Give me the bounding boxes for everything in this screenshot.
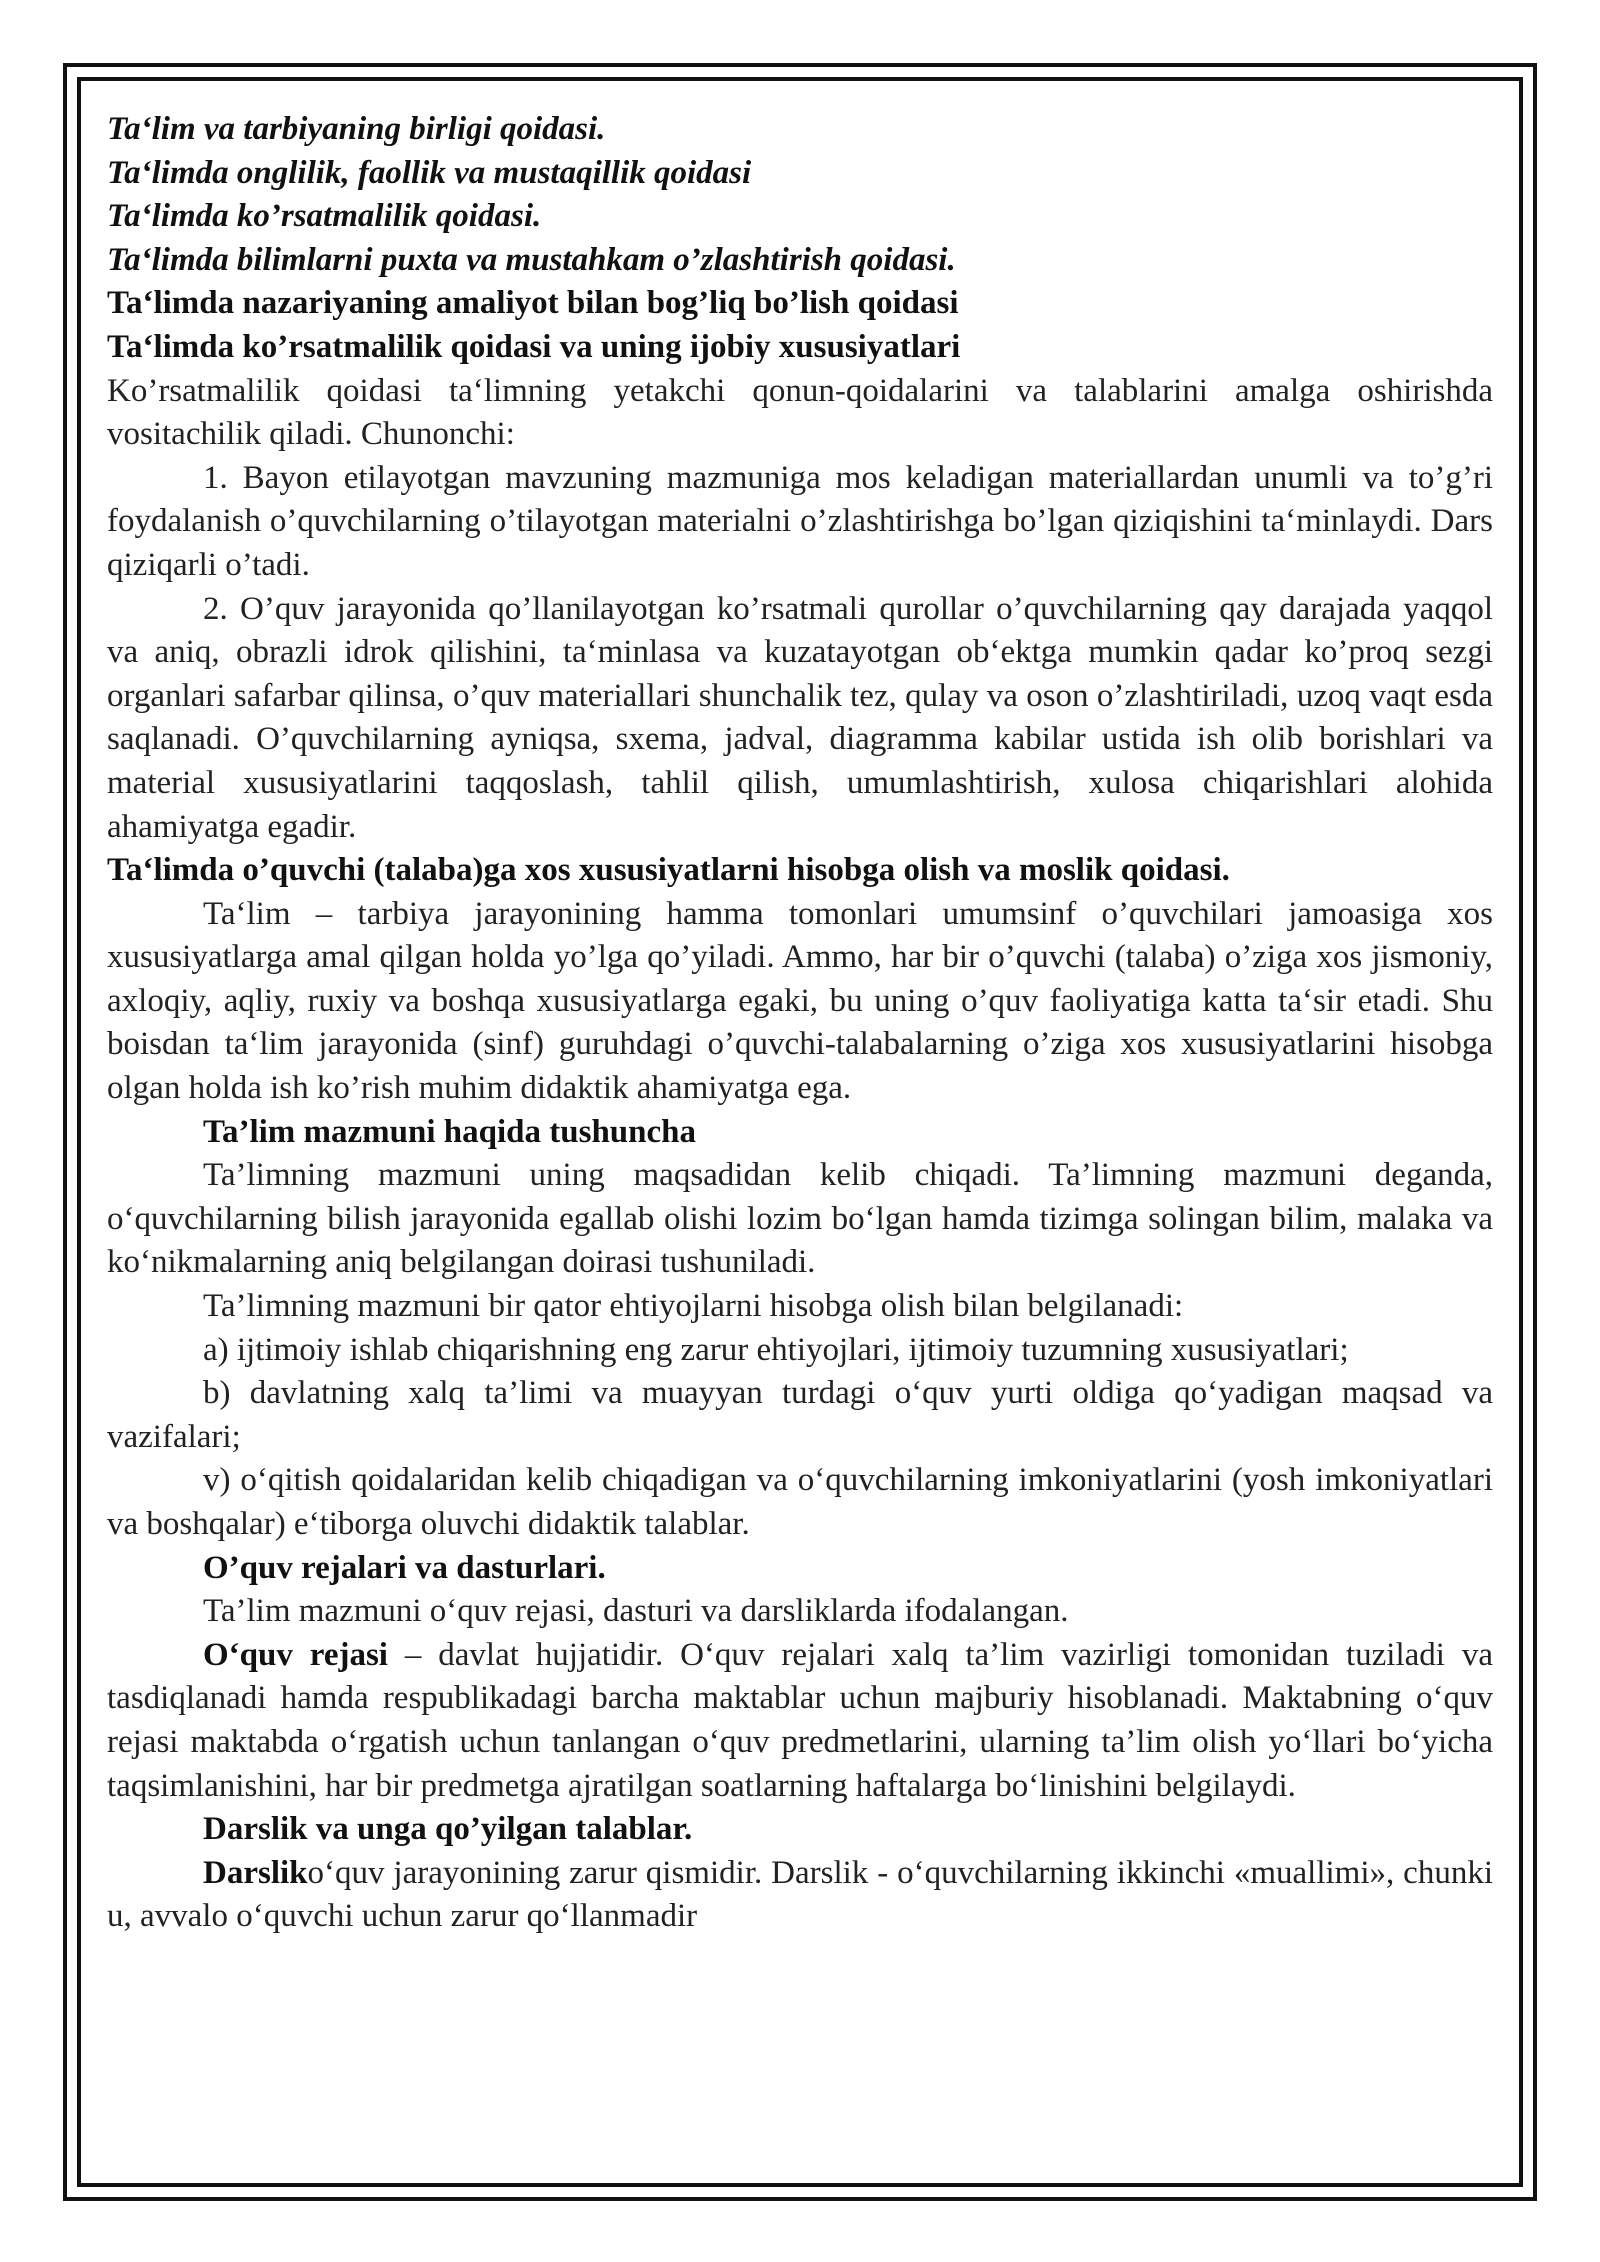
paragraph-textbook xyxy=(107,1852,1493,1939)
paragraph-content-expressed: Ta’lim mazmuni o‘quv rejasi, dasturi va darsliklarda ifodalangan. xyxy=(203,1593,1069,1630)
heading-visibility-rule: Ta‘limda ko’rsatmalilik qoidasi. xyxy=(107,198,542,235)
textbook-definition: o‘quv jarayonining zarur qismidir. Darslik - o‘quvchilarning ikkinchi «muallimi», chunki u, avvalo o‘quvchi uchun zarur qo‘llanmadir xyxy=(107,1854,1493,1935)
paragraph-needs-intro: Ta’limning mazmuni bir qator ehtiyojlarni hisobga olish bilan belgilanadi: xyxy=(203,1288,1184,1325)
heading-student-features-rule: Ta‘limda o’quvchi (talaba)ga xos xususiyatlarni hisobga olish va moslik qoidasi. xyxy=(107,852,1230,889)
paragraph-education-content: Ta’limning mazmuni uning maqsadidan kelib chiqadi. Ta’limning mazmuni deganda, o‘quvchilarning bilish jarayonida egallab olishi lozim bo‘lgan hamda tizimga solingan bilim, malaka va ko‘nikmalarning aniq belgilangan doirasi tushuniladi. xyxy=(107,1157,1493,1281)
heading-curricula: O’quv rejalari va dasturlari. xyxy=(203,1549,606,1586)
heading-textbook: Darslik va unga qo’yilgan talablar. xyxy=(203,1811,693,1848)
heading-theory-practice-rule: Ta‘limda nazariyaning amaliyot bilan bog’liq bo’lish qoidasi xyxy=(107,285,959,322)
heading-mastery-rule: Ta‘limda bilimlarni puxta va mustahkam o’zlashtirish qoidasi. xyxy=(107,241,956,278)
heading-consciousness-rule: Ta‘limda onglilik, faollik va mustaqillik qoidasi xyxy=(107,154,752,191)
paragraph-visibility-intro: Ko’rsatmalilik qoidasi ta‘limning yetakchi qonun-qoidalarini va talablarini amalga oshirishda vositachilik qiladi. Chunonchi: xyxy=(107,372,1493,453)
heading-visibility-features: Ta‘limda ko’rsatmalilik qoidasi va uning ijobiy xususiyatlari xyxy=(107,328,961,365)
term-textbook: Darslik xyxy=(203,1854,308,1891)
paragraph-point-1: 1. Bayon etilayotgan mavzuning mazmuniga mos keladigan materiallardan unumli va to’g’ri foydalanish o’quvchilarning o’tilayotgan materialni o’zlashtirishga bo’lgan qiziqishini ta‘minlaydi. Dars qiziqarli o’tadi. xyxy=(107,459,1493,583)
list-item-b: b) davlatning xalq ta’limi va muayyan turdagi o‘quv yurti oldiga qo‘yadigan maqsad va vazifalari; xyxy=(107,1375,1493,1455)
curriculum-definition: – davlat hujjatidir. O‘quv rejalari xalq ta’lim vazirligi tomonidan tuziladi va tasdiqlanadi hamda respublikadagi barcha maktablar uchun majburiy hisoblanadi. Maktabning o‘quv rejasi maktabda o‘rgatish uchun tanlangan o‘quv predmetlarini, ularning ta’lim olish yo‘llari bo‘yicha taqsimlanishini, har bir predmetga ajratilgan soatlarning haftalarga bo‘linishini belgilaydi. xyxy=(107,1636,1493,1804)
list-item-a: a) ijtimoiy ishlab chiqarishning eng zarur ehtiyojlari, ijtimoiy tuzumning xususiyatlari; xyxy=(203,1331,1349,1368)
document-page xyxy=(107,108,1493,1939)
heading-education-content: Ta’lim mazmuni haqida tushuncha xyxy=(203,1113,697,1150)
heading-unity-rule: Ta‘lim va tarbiyaning birligi qoidasi. xyxy=(107,111,606,147)
paragraph-point-2: 2. O’quv jarayonida qo’llanilayotgan ko’rsatmali qurollar o’quvchilarning qay darajada yaqqol va aniq, obrazli idrok qilishini, ta‘minlasa va kuzatayotgan ob‘ektga mumkin qadar ko’proq sezgi organlari safarbar qilinsa, o’quv materiallari shunchalik tez, qulay va oson o’zlashtiriladi, uzoq vaqt esda saqlanadi. O’quvchilarning ayniqsa, sxema, jadval, diagramma kabilar ustida ish olib borishlari va material xususiyatlarini taqqoslash, tahlil qilish, umumlashtirish, xulosa chiqarishlari alohida ahamiyatga egadir. xyxy=(107,590,1493,845)
list-item-v: v) o‘qitish qoidalaridan kelib chiqadigan va o‘quvchilarning imkoniyatlarini (yosh imkoniyatlari va boshqalar) e‘tiborga oluvchi didaktik talablar. xyxy=(107,1462,1493,1542)
term-curriculum: O‘quv rejasi xyxy=(203,1636,388,1673)
paragraph-student-features: Ta‘lim – tarbiya jarayonining hamma tomonlari umumsinf o’quvchilari jamoasiga xos xususiyatlarga amal qilgan holda yo’lga qo’yiladi. Ammo, har bir o’quvchi (talaba) o’ziga xos jismoniy, axloqiy, aqliy, ruxiy va boshqa xususiyatlarga egaki, bu uning o’quv faoliyatiga katta ta‘sir etadi. Shu boisdan ta‘lim jarayonida (sinf) guruhdagi o’quvchi-talabalarning o’ziga xos xususiyatlarini hisobga olgan holda ish ko’rish muhim didaktik ahamiyatga ega. xyxy=(107,895,1493,1107)
paragraph-curriculum xyxy=(107,1634,1493,1808)
